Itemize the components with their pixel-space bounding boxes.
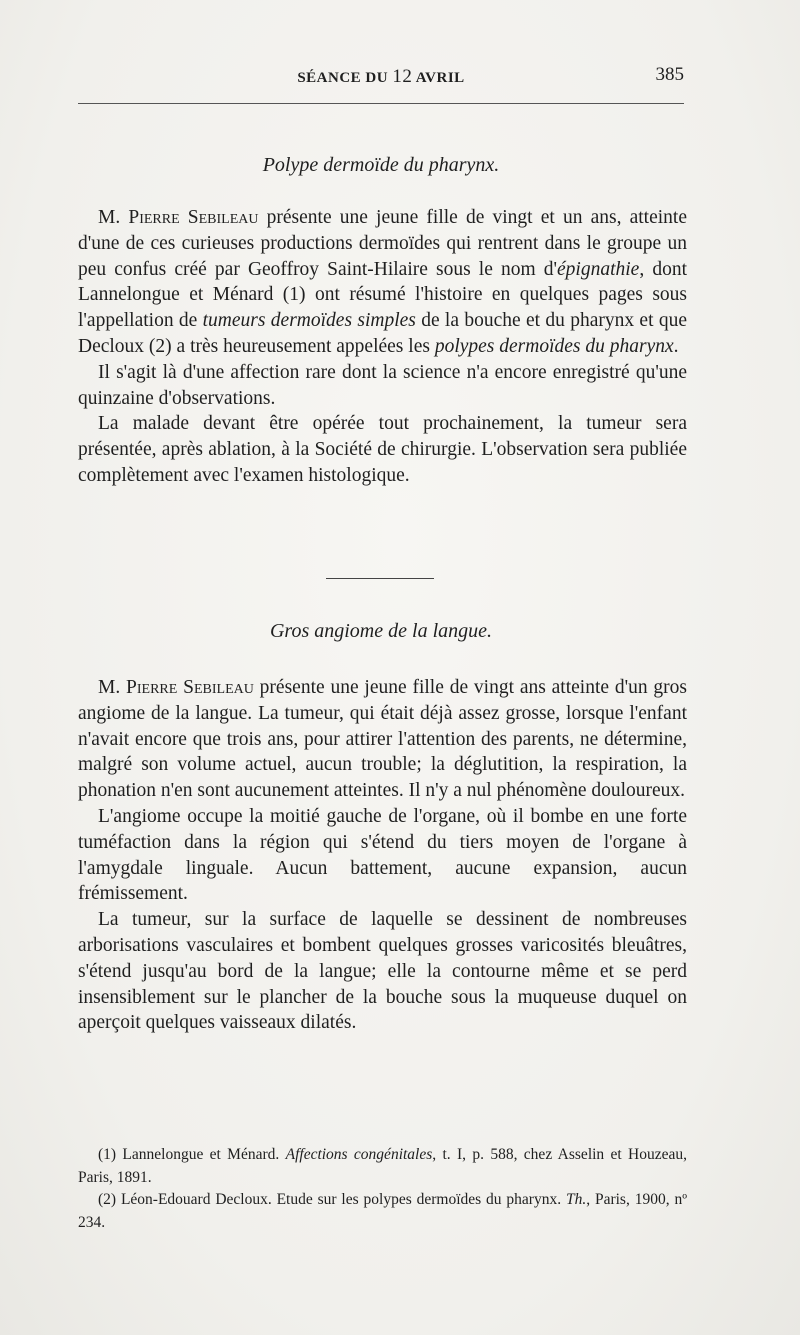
author-name: M. Pierre Sebileau	[98, 677, 254, 698]
text-run: présente une jeune fille de vingt et un ans, atteinte d'une de ces curieuses productions dermoïdes qui rentrent dans le groupe un peu confus créé par Geoffroy Saint-Hilaire sous le nom d'	[78, 207, 687, 280]
text-run: de la bouche et du pharynx et que Decloux (2) a très heureusement appelées les	[78, 310, 687, 357]
italic-term: épignathie	[557, 258, 640, 280]
paragraph	[78, 205, 687, 360]
page-number: 385	[655, 64, 684, 85]
running-head-day: 12	[392, 66, 413, 87]
author-name: M. Pierre Sebileau	[98, 207, 259, 228]
italic-term: Th.	[565, 1191, 587, 1208]
italic-term: Affections congénitales	[285, 1146, 433, 1163]
text-run: , dont Lannelongue et Ménard (1) ont résumé l'histoire en quelques pages sous l'appellation de	[78, 258, 687, 332]
section-separator	[326, 578, 434, 579]
section-title-polype: Polype dermoïde du pharynx.	[262, 154, 500, 176]
running-head-prefix: SÉANCE DU	[297, 70, 393, 86]
text-run: présente une jeune fille de vingt ans atteinte d'un gros angiome de la langue. La tumeur, qui était déjà assez grosse, lorsque l'enfant n'avait encore que trois ans, pour attirer l'attention des parents, ne détermine, malgré son volume actuel, aucun trouble; la déglutition, la respiration, la phonation n'en sont aucunement atteintes. Il n'y a nul phénomène douloureux.	[78, 677, 687, 802]
text-run: , t. I, p. 588, chez Asselin et Houzeau, Paris, 1891.	[78, 1146, 687, 1186]
page-header	[78, 64, 684, 88]
header-rule	[78, 103, 684, 104]
footnotes	[78, 1144, 687, 1234]
text-run: (1) Lannelongue et Ménard.	[98, 1146, 286, 1163]
running-head-month: AVRIL	[412, 70, 465, 86]
footnote-1	[78, 1144, 687, 1189]
section-polype-body	[78, 205, 687, 489]
paragraph: L'angiome occupe la moitié gauche de l'organe, où il bombe en une forte tuméfaction dans la région qui s'étend du tiers moyen de l'organe à l'amygdale linguale. Aucun battement, aucune expansion, aucun frémissement.	[78, 805, 687, 905]
paragraph: La tumeur, sur la surface de laquelle se dessinent de nombreuses arborisations vasculaires et bombent quelques grosses varicosités bleuâtres, s'étend jusqu'au bord de la langue; elle la contourne même et se perd insensiblement sur le plancher de la bouche sous la muqueuse duquel on aperçoit quelques vaisseaux dilatés.	[78, 909, 687, 1034]
italic-term: tumeurs dermoïdes simples	[202, 310, 416, 332]
running-head	[78, 66, 684, 88]
paragraph: La malade devant être opérée tout prochainement, la tumeur sera présentée, après ablation, à la Société de chirurgie. L'observation sera publiée complètement avec l'examen histologique.	[78, 413, 687, 486]
text-run: (2) Léon-Edouard Decloux. Etude sur les polypes dermoïdes du pharynx.	[98, 1191, 566, 1208]
section-angiome-body	[78, 675, 687, 1036]
footnote-2	[78, 1189, 687, 1234]
text-run: , Paris, 1900, nº 234.	[78, 1191, 687, 1231]
paragraph: Il s'agit là d'une affection rare dont la science n'a encore enregistré qu'une quinzaine d'observations.	[78, 361, 687, 409]
section-title-angiome: Gros angiome de la langue.	[269, 620, 492, 642]
text-run: .	[673, 335, 679, 357]
italic-term: polypes dermoïdes du pharynx	[434, 335, 674, 357]
paragraph	[78, 675, 687, 804]
